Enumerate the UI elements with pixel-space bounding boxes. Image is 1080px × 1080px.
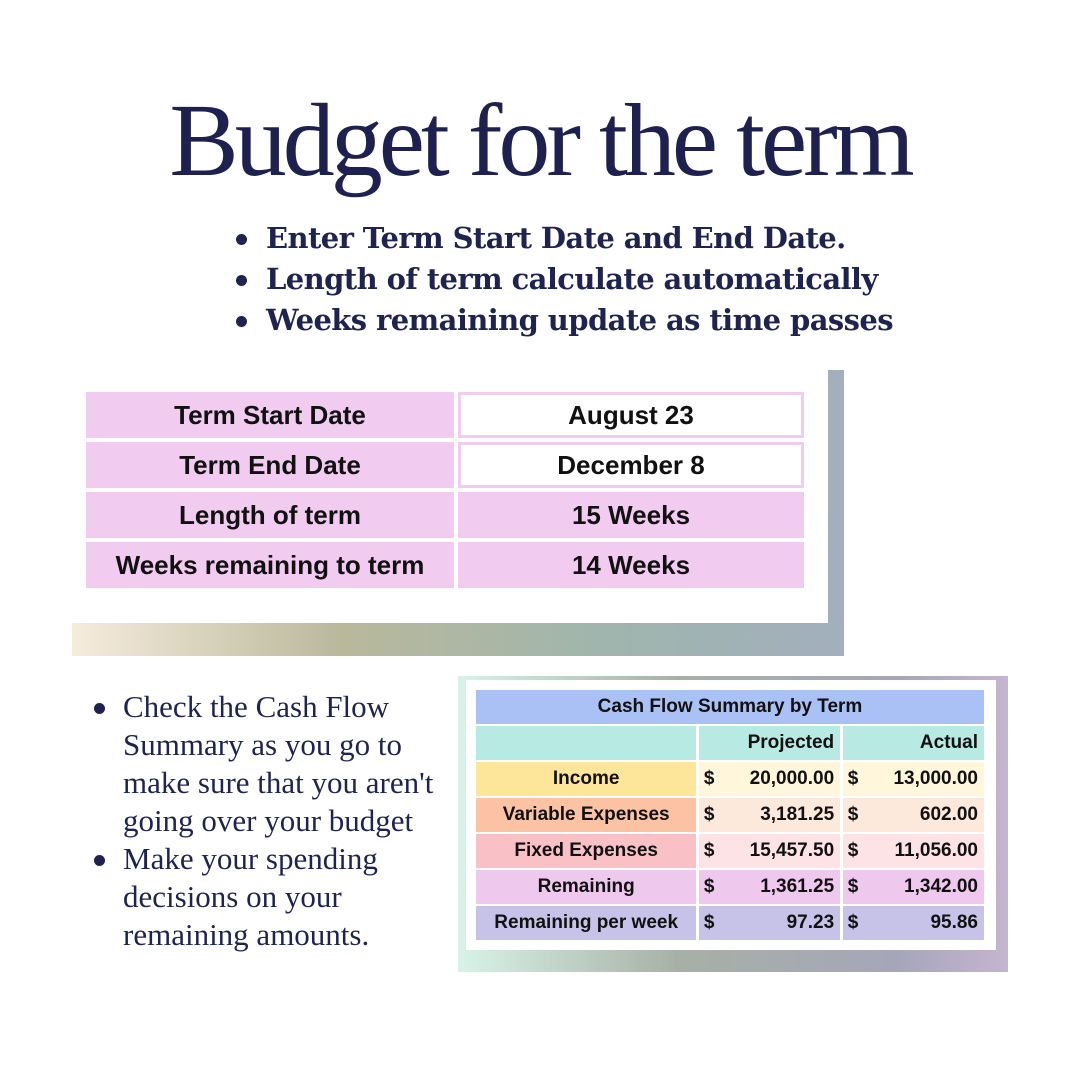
currency-symbol: $ xyxy=(843,762,863,798)
term-end-label: Term End Date xyxy=(86,438,458,488)
weeks-remaining-label: Weeks remaining to term xyxy=(86,538,458,588)
tip-item: Make your spending decisions on your remaining amounts. xyxy=(92,840,443,954)
weeks-remaining-value: 14 Weeks xyxy=(458,538,804,588)
term-length-value: 15 Weeks xyxy=(458,488,804,538)
term-start-label: Term Start Date xyxy=(86,392,458,438)
projected-value: 20,000.00 xyxy=(719,762,843,798)
currency-symbol: $ xyxy=(699,834,719,870)
projected-value: 15,457.50 xyxy=(719,834,843,870)
tips-list xyxy=(92,688,443,954)
projected-header: Projected xyxy=(699,726,843,762)
row-label: Remaining per week xyxy=(476,906,699,942)
table-row xyxy=(86,438,804,488)
term-end-value[interactable]: December 8 xyxy=(458,438,804,488)
row-label: Variable Expenses xyxy=(476,798,699,834)
table-header-row xyxy=(476,726,984,762)
table-row xyxy=(476,906,984,942)
row-label: Income xyxy=(476,762,699,798)
currency-symbol: $ xyxy=(699,798,719,834)
actual-value: 1,342.00 xyxy=(863,870,984,906)
currency-symbol: $ xyxy=(699,762,719,798)
projected-value: 97.23 xyxy=(719,906,843,942)
currency-symbol: $ xyxy=(699,906,719,942)
table-row xyxy=(86,488,804,538)
page-title: Budget for the term xyxy=(169,83,911,198)
actual-value: 95.86 xyxy=(863,906,984,942)
instruction-item: Length of term calculate automatically xyxy=(232,259,893,300)
actual-value: 602.00 xyxy=(863,798,984,834)
table-row xyxy=(476,762,984,798)
instruction-list xyxy=(232,218,893,341)
currency-symbol: $ xyxy=(843,906,863,942)
table-row xyxy=(476,870,984,906)
currency-symbol: $ xyxy=(843,870,863,906)
row-label: Fixed Expenses xyxy=(476,834,699,870)
term-length-label: Length of term xyxy=(86,488,458,538)
row-label: Remaining xyxy=(476,870,699,906)
currency-symbol: $ xyxy=(699,870,719,906)
term-start-value[interactable]: August 23 xyxy=(458,392,804,438)
actual-value: 11,056.00 xyxy=(863,834,984,870)
projected-value: 1,361.25 xyxy=(719,870,843,906)
currency-symbol: $ xyxy=(843,798,863,834)
empty-header-cell xyxy=(476,726,699,762)
table-row xyxy=(86,538,804,588)
table-row xyxy=(476,834,984,870)
table-row xyxy=(476,798,984,834)
instruction-item: Enter Term Start Date and End Date. xyxy=(232,218,893,259)
actual-header: Actual xyxy=(843,726,984,762)
table-row xyxy=(86,392,804,438)
projected-value: 3,181.25 xyxy=(719,798,843,834)
cash-flow-title: Cash Flow Summary by Term xyxy=(476,690,984,726)
term-dates-table xyxy=(86,392,804,588)
cash-flow-table xyxy=(476,690,984,942)
currency-symbol: $ xyxy=(843,834,863,870)
table-header-row xyxy=(476,690,984,726)
actual-value: 13,000.00 xyxy=(863,762,984,798)
instruction-item: Weeks remaining update as time passes xyxy=(232,300,893,341)
tip-item: Check the Cash Flow Summary as you go to make sure that you aren't going over your budget xyxy=(92,688,443,840)
